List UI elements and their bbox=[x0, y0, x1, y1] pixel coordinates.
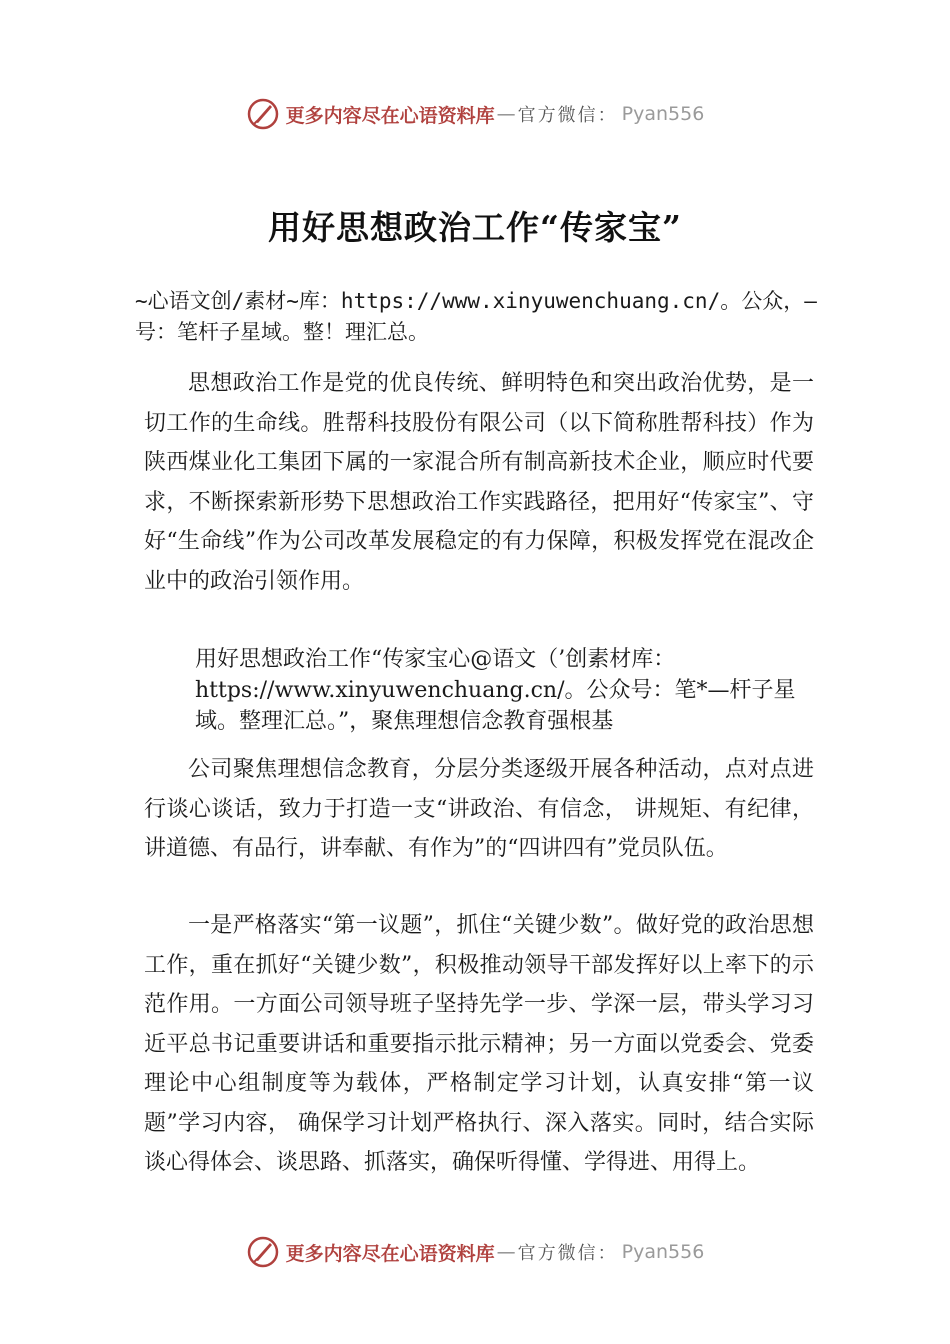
watermark-line: ~心语文创/素材~库：https://www.xinyuwenchuang.cn/。公众，—号：笔杆子星域。整！理汇总。 bbox=[135, 289, 817, 344]
paragraph-intro: 思想政治工作是党的优良传统、鲜明特色和突出政治优势，是一切工作的生命线。胜帮科技股份有限公司（以下简称胜帮科技）作为陕西煤业化工集团下属的一家混合所有制高新技术企业，顺应时代要求，不断探索新形势下思想政治工作实践路径，把用好“传家宝”、守好“生命线”作为公司改革发展稳定的有力保障，积极发挥党在混改企业中的政治引领作用。 bbox=[144, 371, 814, 594]
banner-wechat-id: Pyan556 bbox=[621, 103, 705, 125]
banner-brand-text: 更多内容尽在心语资料库 bbox=[285, 1242, 495, 1265]
paragraph-ideals: 公司聚焦理想信念教育，分层分类逐级开展各种活动，点对点进行谈心谈话，致力于打造一支“讲政治、有信念， 讲规矩、有纪律，讲道德、有品行，讲奉献、有作为”的“四讲四有”党员队伍。 bbox=[144, 757, 814, 861]
paragraph-first-topic: 一是严格落实“第一议题”，抓住“关键少数”。做好党的政治思想工作，重在抓好“关键少数”，积极推动领导干部发挥好以上率下的示范作用。一方面公司领导班子坚持先学一步、学深一层，带头学习习近平总书记重要讲话和重要指示批示精神；另一方面以党委会、党委理论中心组制度等为载体，严格制定学习计划，认真安排“第一议题”学习内容， 确保学习计划严格执行、深入落实。同时，结合实际谈心得体会、谈思路、抓落实，确保听得懂、学得进、用得上。 bbox=[144, 913, 814, 1175]
section-heading: 用好思想政治工作“传家宝心@语文（’创素材库：https://www.xinyuwenchuang.cn/。公众号：笔*—杆子星域。整理汇总。”，聚焦理想信念教育强根基 bbox=[195, 647, 796, 734]
banner-dash: — bbox=[496, 103, 516, 125]
banner-wechat-label: 官方微信： bbox=[517, 1243, 618, 1264]
banner-wechat-id: Pyan556 bbox=[621, 1241, 705, 1263]
banner-wechat-label: 官方微信： bbox=[517, 105, 618, 126]
banner-dash: — bbox=[496, 1241, 516, 1263]
quill-logo-icon bbox=[246, 1235, 280, 1269]
banner-brand-text: 更多内容尽在心语资料库 bbox=[285, 104, 495, 127]
document-title: 用好思想政治工作“传家宝” bbox=[268, 208, 682, 247]
quill-logo-icon bbox=[246, 97, 280, 131]
footer-banner bbox=[0, 1232, 950, 1272]
header-banner bbox=[0, 94, 950, 134]
